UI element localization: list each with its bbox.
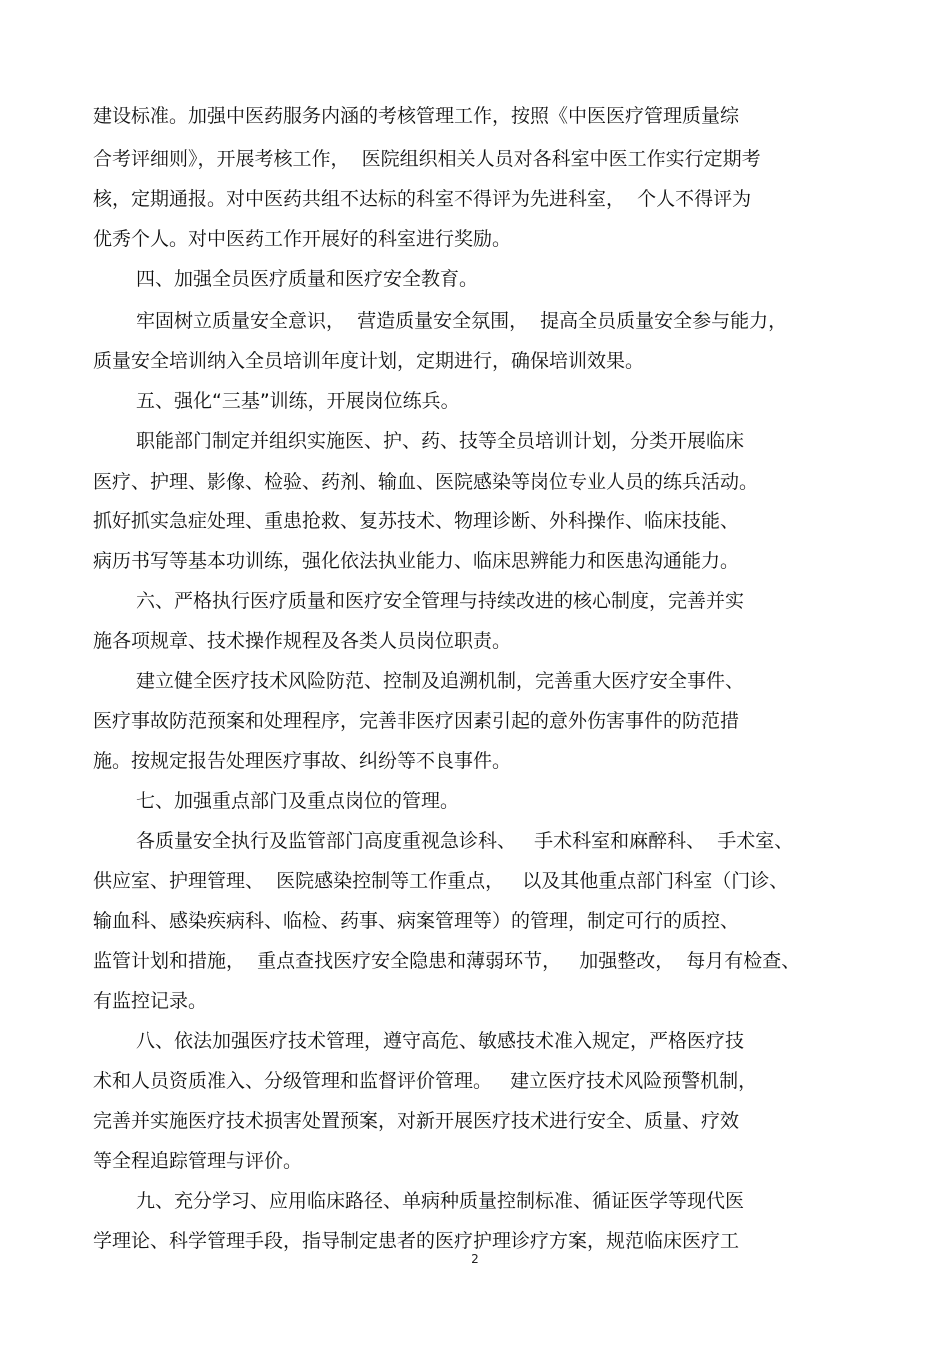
text-line: 输血科、感染疾病科、临检、药事、病案管理等）的管理，制定可行的质控、 xyxy=(93,910,740,932)
text-line: 牢固树立质量安全意识， 营造质量安全氛围， 提高全员质量安全参与能力， xyxy=(136,310,788,332)
text-line: 各质量安全执行及监管部门高度重视急诊科、 手术科室和麻醉科、 手术室、 xyxy=(136,830,794,852)
text-line: 有监控记录。 xyxy=(93,990,208,1012)
text-line: 供应室、护理管理、 医院感染控制等工作重点， 以及其他重点部门科室（门诊、 xyxy=(93,870,789,892)
page-number: 2 xyxy=(471,1252,479,1266)
text-line: 合考评细则》，开展考核工作， 医院组织相关人员对各科室中医工作实行定期考 xyxy=(93,148,761,170)
text-line: 学理论、科学管理手段，指导制定患者的医疗护理诊疗方案，规范临床医疗工 xyxy=(93,1230,740,1252)
text-line: 施各项规章、技术操作规程及各类人员岗位职责。 xyxy=(93,630,512,652)
text-line: 完善并实施医疗技术损害处置预案，对新开展医疗技术进行安全、质量、疗效 xyxy=(93,1110,740,1132)
section-heading: 七、加强重点部门及重点岗位的管理。 xyxy=(136,790,460,812)
text-line: 医疗、护理、影像、检验、药剂、输血、医院感染等岗位专业人员的练兵活动。 xyxy=(93,471,759,493)
text-line: 职能部门制定并组织实施医、护、药、技等全员培训计划，分类开展临床 xyxy=(136,430,745,452)
text-line: 建立健全医疗技术风险防范、控制及追溯机制，完善重大医疗安全事件、 xyxy=(136,670,745,692)
section-heading: 六、严格执行医疗质量和医疗安全管理与持续改进的核心制度，完善并实 xyxy=(136,590,745,612)
text-line: 施。按规定报告处理医疗事故、纠纷等不良事件。 xyxy=(93,750,512,772)
text-line: 核，定期通报。对中医药共组不达标的科室不得评为先进科室， 个人不得评为 xyxy=(93,188,752,210)
text-line: 术和人员资质准入、分级管理和监督评价管理。 建立医疗技术风险预警机制， xyxy=(93,1070,758,1092)
section-heading: 五、强化“三基”训练，开展岗位练兵。 xyxy=(136,390,460,412)
text-line: 病历书写等基本功训练，强化依法执业能力、临床思辨能力和医患沟通能力。 xyxy=(93,550,740,572)
text-line: 抓好抓实急症处理、重患抢救、复苏技术、物理诊断、外科操作、临床技能、 xyxy=(93,510,740,532)
section-heading: 八、依法加强医疗技术管理，遵守高危、敏感技术准入规定，严格医疗技 xyxy=(136,1030,745,1052)
text-line: 监管计划和措施， 重点查找医疗安全隐患和薄弱环节， 加强整改， 每月有检查、 xyxy=(93,950,801,972)
section-heading: 四、加强全员医疗质量和医疗安全教育。 xyxy=(136,268,479,290)
text-line: 优秀个人。对中医药工作开展好的科室进行奖励。 xyxy=(93,228,512,250)
text-line: 质量安全培训纳入全员培训年度计划，定期进行，确保培训效果。 xyxy=(93,350,645,372)
section-heading: 九、充分学习、应用临床路径、单病种质量控制标准、循证医学等现代医 xyxy=(136,1190,745,1212)
text-line: 等全程追踪管理与评价。 xyxy=(93,1150,303,1172)
text-line: 建设标准。加强中医药服务内涵的考核管理工作，按照《中医医疗管理质量综 xyxy=(93,105,740,127)
text-line: 医疗事故防范预案和处理程序，完善非医疗因素引起的意外伤害事件的防范措 xyxy=(93,710,740,732)
